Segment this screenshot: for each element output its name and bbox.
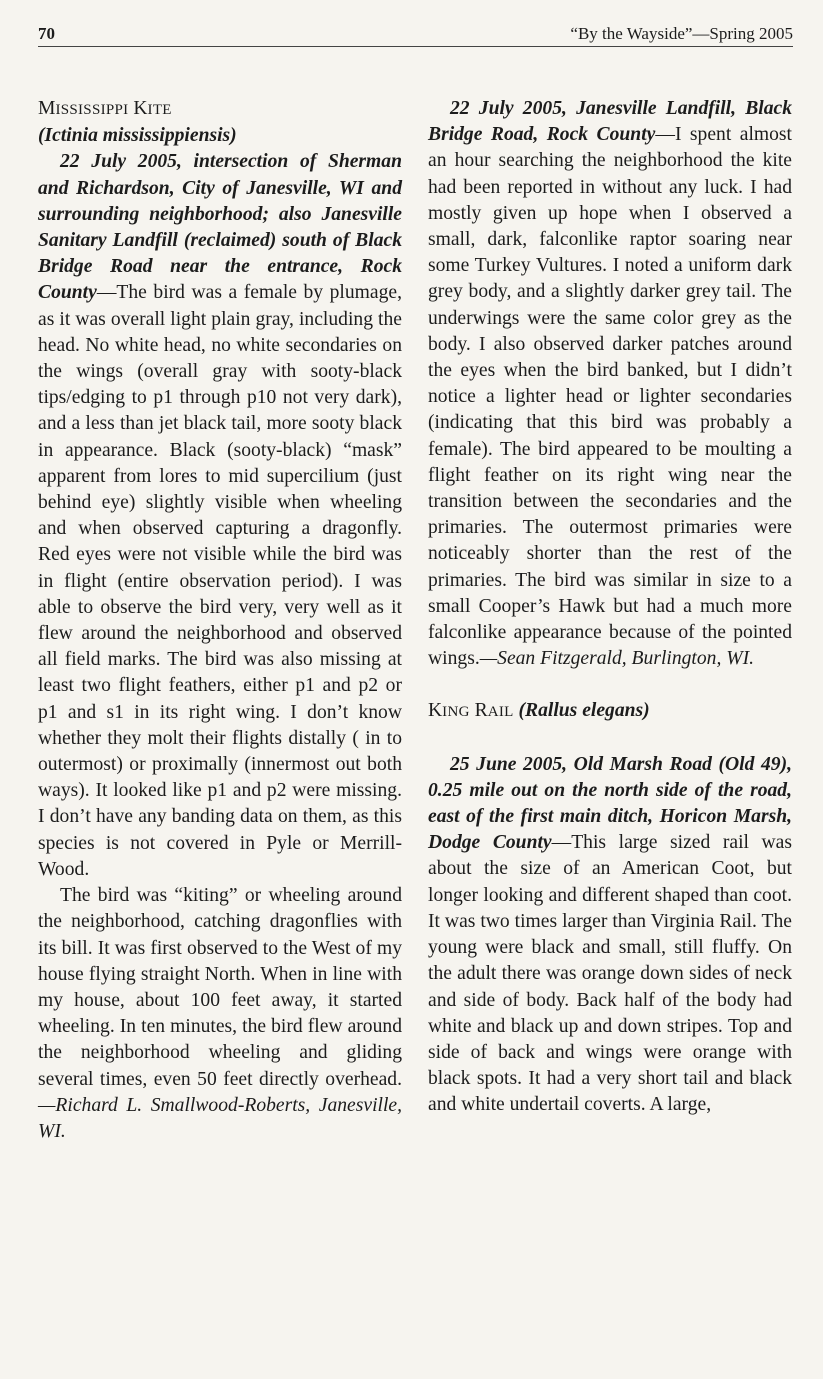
kite-location-1: 22 July 2005, intersection of Sherman and Richardson, City of Janesville, WI and surrounding neighborhood; also Janesville Sanitary Landfill (reclaimed) south of Black Bridge Road near the entrance, Rock County xyxy=(38,151,402,304)
spacer xyxy=(428,672,792,698)
kite-text-3: —I spent almost an hour searching the neighborhood the kite had been reported in without any luck. I had mostly given up hope when I observed a small, dark, falconlike raptor soaring near some Turkey Vultures. I noted a uniform dark grey body, and a slightly darker grey tail. The underwings were the same color grey as the body. I also observed darker patches around the eyes when the bird banked, but I didn’t notice a lighter head or lighter secondaries (indicating that this bird was probably a female). The bird appeared to be moulting a flight feather on its right wing near the transition between the secondaries and the primaries. The outermost primaries were noticeably shorter than the rest of the primaries. The bird was similar in size to a small Cooper’s Hawk but had a much more falconlike appearance because of the pointed wings. xyxy=(428,124,792,670)
kite-observer-2: —Sean Fitzgerald, Burlington, WI. xyxy=(479,648,755,670)
kite-text-2: The bird was “kiting” or wheeling around the neighborhood, catching dragonflies with its bill. It was first observed to the West of my house flying straight North. When in line with my house, about 100 feet away, it started wheeling. In ten minutes, the bird flew around the neighborhood wheeling and gliding several times, even 50 feet directly overhead. xyxy=(38,885,402,1090)
rail-text-1: —This large sized rail was about the size of an American Coot, but longer looking and different shaped than coot. It was two times larger than Virginia Rail. The young were black and small, still fluffy. On the adult there was orange down sides of neck and side of body. Back half of the body had white and black up and down stripes. Top and side of back and wings were orange with black spots. It had a very short tail and black and white undertail coverts. A large, xyxy=(428,832,793,1116)
kite-account-1-continued xyxy=(38,883,402,1145)
kite-text-1: —The bird was a female by plumage, as it was overall light plain gray, including the head. No white head, no white secondaries on the wings (overall gray with sooty-black tips/edging to p1 through p10 not very dark), and a less than jet black tail, more sooty black in appearance. Black (sooty-black) “mask” apparent from lores to mid supercilium (just behind eye) slightly visible when wheeling and when observed capturing a dragonfly. Red eyes were not visible while the bird was in flight (entire observation period). I was able to observe the bird very, very well as it flew around the neighborhood and observed all field marks. The bird was also missing at least two flight feathers, either p1 and p2 or p1 and s1 in its right wing. I don’t know whether they molt their flights distally ( in to outermost) or proximally (innermost out both ways). It looked like p1 and p2 were missing. I don’t have any banding data on them, as this species is not covered in Pyle or Merrill-Wood. xyxy=(38,282,402,880)
rail-location-1: 25 June 2005, Old Marsh Road (Old 49), 0.25 mile out on the north side of the road, east of the first main ditch, Horicon Marsh, Dodge County xyxy=(428,753,792,854)
page-number: 70 xyxy=(38,24,55,43)
kite-account-2 xyxy=(428,96,792,672)
rail-account-1 xyxy=(428,752,792,1119)
running-head xyxy=(38,22,793,47)
kite-account-1 xyxy=(38,149,402,883)
scientific-name-rail: (Rallus elegans) xyxy=(518,700,650,722)
species-heading-mississippi-kite: MISSISSIPPI KITE xyxy=(38,98,172,119)
left-column xyxy=(38,96,402,1145)
kite-observer-1: —Richard L. Smallwood-Roberts, Janesville, WI. xyxy=(38,1094,402,1142)
species-heading-king-rail: KING RAIL (Rallus elegans) xyxy=(428,700,650,722)
right-column xyxy=(428,96,792,1119)
scientific-name-kite: (Ictinia mississippiensis) xyxy=(38,125,237,147)
journal-title: “By the Wayside”—Spring 2005 xyxy=(570,24,793,43)
spacer xyxy=(428,726,792,752)
kite-location-2: 22 July 2005, Janesville Landfill, Black Bridge Road, Rock County xyxy=(428,98,792,146)
